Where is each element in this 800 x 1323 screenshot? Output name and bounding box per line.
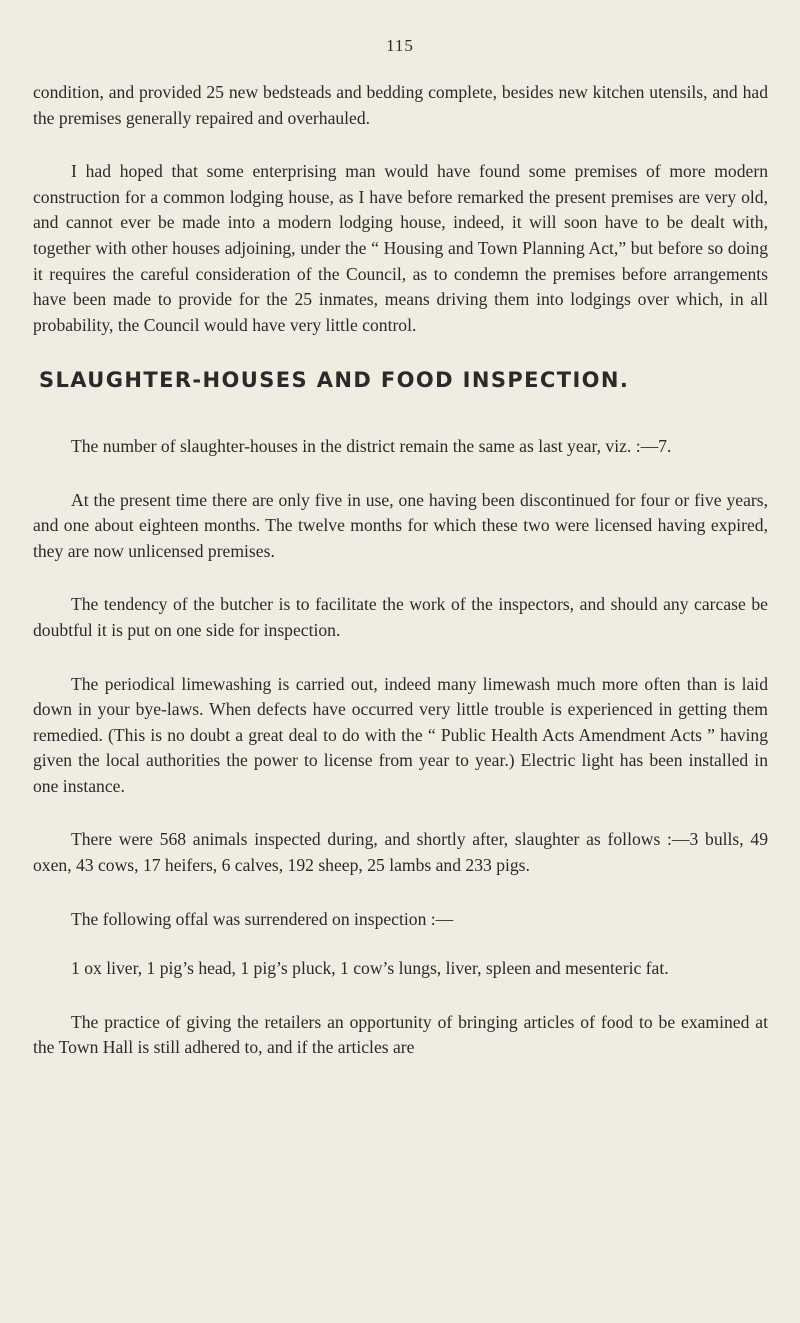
paragraph-lodging-house: I had hoped that some enterprising man would have found some premises of more modern construction for a common lodging house, as I have before remarked the present premises are very old, and cannot ever be made into a modern lodging house, indeed, it will soon have to be dealt with, together with other houses adjoining, under the “ Housing and Town Planning Act,” but before so doing it requires the careful consideration of the Council, as to condemn the premises before arrangements have been made to provide for the 25 inmates, means driving them into lodgings over which, in all probability, the Council would have very little control.	[33, 161, 768, 335]
paragraph-in-use: At the present time there are only five in use, one having been discontinued for four or five years, and one about eighteen months. The twelve months for which these two were licensed having expired, they are now unlicensed premises.	[33, 489, 768, 561]
section-heading: SLAUGHTER-HOUSES AND FOOD INSPECTION.	[39, 368, 630, 393]
paragraph-offal-list: 1 ox liver, 1 pig’s head, 1 pig’s pluck, 1 cow’s lungs, liver, spleen and mesenteric fat.	[71, 958, 669, 979]
paragraph-offal-intro: The following offal was surrendered on inspection :—	[71, 908, 454, 929]
page-number: 115	[386, 36, 414, 55]
paragraph-butcher: The tendency of the butcher is to facilitate the work of the inspectors, and should any carcase be doubtful it is put on one side for inspection.	[33, 594, 768, 640]
body-text	[33, 80, 768, 1089]
paragraph-slaughter-houses-count: The number of slaughter-houses in the district remain the same as last year, viz. :—7.	[71, 435, 672, 456]
paragraph-retailers: The practice of giving the retailers an opportunity of bringing articles of food to be examined at the Town Hall is still adhered to, and if the articles are	[33, 1011, 768, 1058]
paragraph-animals-inspected: There were 568 animals inspected during, and shortly after, slaughter as follows :—3 bulls, 49 oxen, 43 cows, 17 heifers, 6 calves, 192 sheep, 25 lambs and 233 pigs.	[33, 829, 768, 876]
paragraph-continuation: condition, and provided 25 new bedsteads and bedding complete, besides new kitchen utensils, and had the premises generally repaired and overhauled.	[33, 82, 768, 128]
paragraph-limewashing: The periodical limewashing is carried out, indeed many limewash much more often than is laid down in your bye-laws. When defects have occurred very little trouble is experienced in getting them remedied. (This is no doubt a great deal to do with the “ Public Health Acts Amendment Acts ” having given the local authorities the power to license from year to year.) Electric light has been installed in one instance.	[33, 673, 768, 796]
